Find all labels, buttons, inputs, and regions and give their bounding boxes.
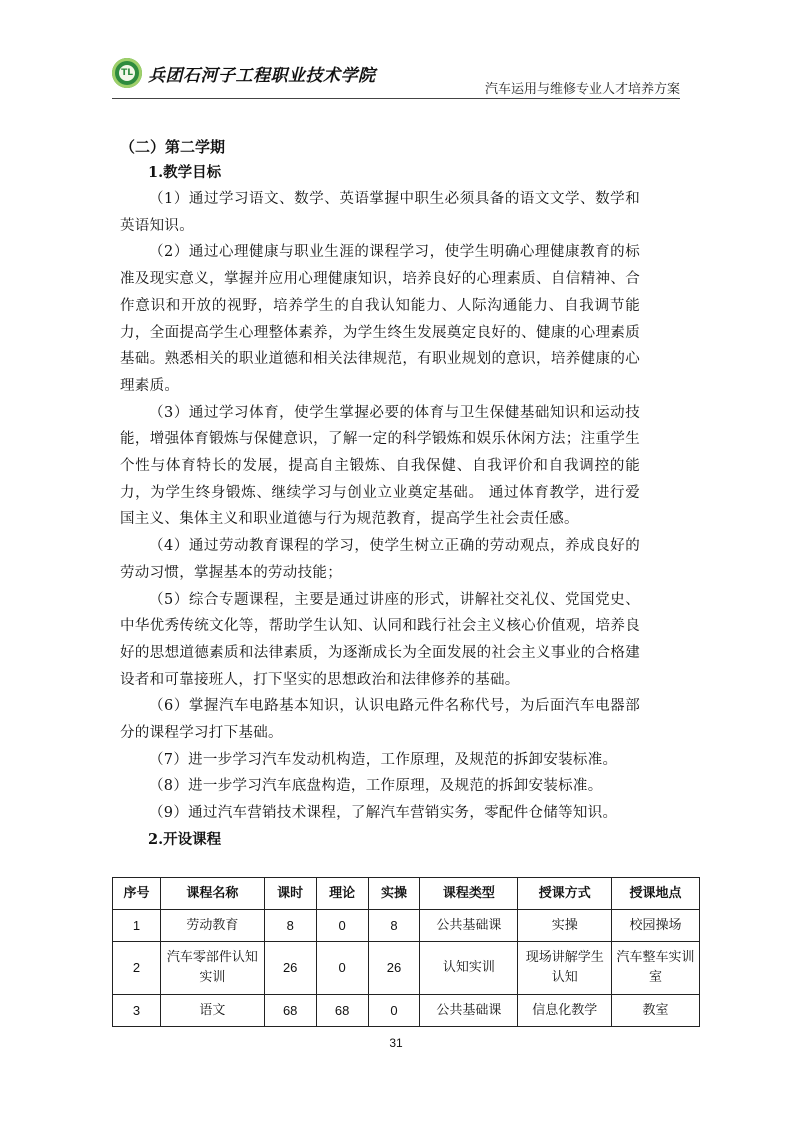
column-header: 课时 bbox=[264, 878, 316, 910]
column-header: 课程类型 bbox=[420, 878, 518, 910]
objective-paragraph: （6）掌握汽车电路基本知识，认识电路元件名称代号，为后面汽车电器部分的课程学习打下基础。 bbox=[120, 698, 640, 742]
column-header: 实操 bbox=[368, 878, 420, 910]
table-cell: 劳动教育 bbox=[160, 910, 264, 942]
section-heading: （二）第二学期 bbox=[120, 138, 226, 156]
table-cell: 68 bbox=[264, 995, 316, 1027]
table-cell: 3 bbox=[113, 995, 161, 1027]
header-divider bbox=[112, 98, 680, 99]
table-cell: 1 bbox=[113, 910, 161, 942]
table-cell: 0 bbox=[316, 910, 368, 942]
objective-paragraph: （7）进一步学习汽车发动机构造，工作原理，及规范的拆卸安装标准。 bbox=[149, 751, 618, 768]
objective-paragraph: （4）通过劳动教育课程的学习，使学生树立正确的劳动观点，养成良好的劳动习惯，掌握基本的劳动技能； bbox=[120, 538, 640, 581]
table-row bbox=[113, 910, 700, 942]
column-header: 授课方式 bbox=[518, 878, 612, 910]
table-cell: 0 bbox=[316, 942, 368, 995]
table-cell: 语文 bbox=[160, 995, 264, 1027]
table-cell: 信息化教学 bbox=[518, 995, 612, 1027]
courses-heading: 2.开设课程 bbox=[148, 830, 222, 848]
page-number: 31 bbox=[389, 1036, 403, 1050]
table-cell: 8 bbox=[264, 910, 316, 942]
column-header: 理论 bbox=[316, 878, 368, 910]
main-content bbox=[120, 134, 640, 853]
school-name: 兵团石河子工程职业技术学院 bbox=[148, 65, 376, 86]
column-header: 授课地点 bbox=[612, 878, 700, 910]
school-logo bbox=[112, 58, 376, 88]
table-cell: 汽车整车实训室 bbox=[612, 942, 700, 995]
table-cell: 公共基础课 bbox=[420, 910, 518, 942]
table-cell: 校园操场 bbox=[612, 910, 700, 942]
objectives-heading: 1.教学目标 bbox=[148, 164, 222, 181]
table-cell: 26 bbox=[368, 942, 420, 995]
objective-paragraph: （5）综合专题课程，主要是通过讲座的形式，讲解社交礼仪、党国党史、中华优秀传统文化等，帮助学生认知、认同和践行社会主义核心价值观，培养良好的思想道德素质和法律素质，为逐渐成长为全面发展的社会主义事业的合格建设者和可靠接班人，打下坚实的思想政治和法律修养的基础。 bbox=[120, 591, 640, 688]
table-cell: 26 bbox=[264, 942, 316, 995]
table-cell: 0 bbox=[368, 995, 420, 1027]
objective-paragraph: （8）进一步学习汽车底盘构造，工作原理，及规范的拆卸安装标准。 bbox=[149, 778, 603, 795]
page-header bbox=[112, 52, 680, 100]
column-header: 课程名称 bbox=[160, 878, 264, 910]
logo-emblem-icon bbox=[112, 58, 142, 88]
table-row bbox=[113, 995, 700, 1027]
table-cell: 2 bbox=[113, 942, 161, 995]
table-cell: 实操 bbox=[518, 910, 612, 942]
table-cell: 现场讲解学生认知 bbox=[518, 942, 612, 995]
table-row bbox=[113, 942, 700, 995]
table-cell: 教室 bbox=[612, 995, 700, 1027]
table-header-row bbox=[113, 878, 700, 910]
table-cell: 68 bbox=[316, 995, 368, 1027]
objective-paragraph: （1）通过学习语文、数学、英语掌握中职生必须具备的语文文学、数学和英语知识。 bbox=[120, 191, 640, 234]
objective-paragraph: （3）通过学习体育，使学生掌握必要的体育与卫生保健基础知识和运动技能，增强体育锻炼与保健意识，了解一定的科学锻炼和娱乐休闲方法；注重学生个性与体育特长的发展，提高自主锻炼、自我保健、自我评价和自我调控的能力，为学生终身锻炼、继续学习与创业立业奠定基础。 通过体育教学，进行爱国主义、集体主义和职业道德与行为规范教育，提高学生社会责任感。 bbox=[120, 404, 640, 528]
logo-letters: TL bbox=[119, 65, 135, 81]
course-table bbox=[112, 877, 700, 1027]
objective-paragraph: （2）通过心理健康与职业生涯的课程学习，使学生明确心理健康教育的标准及现实意义，掌握并应用心理健康知识，培养良好的心理素质、自信精神、合作意识和开放的视野，培养学生的自我认知能力、人际沟通能力、自我调节能力，全面提高学生心理整体素养，为学生终生发展奠定良好的、健康的心理素质基础。熟悉相关的职业道德和相关法律规范，有职业规划的意识，培养健康的心理素质。 bbox=[120, 244, 640, 394]
column-header: 序号 bbox=[113, 878, 161, 910]
document-title: 汽车运用与维修专业人才培养方案 bbox=[484, 82, 680, 97]
table-cell: 汽车零部件认知实训 bbox=[160, 942, 264, 995]
table-cell: 公共基础课 bbox=[420, 995, 518, 1027]
objective-paragraph: （9）通过汽车营销技术课程，了解汽车营销实务，零配件仓储等知识。 bbox=[149, 805, 618, 822]
table-cell: 认知实训 bbox=[420, 942, 518, 995]
table-cell: 8 bbox=[368, 910, 420, 942]
